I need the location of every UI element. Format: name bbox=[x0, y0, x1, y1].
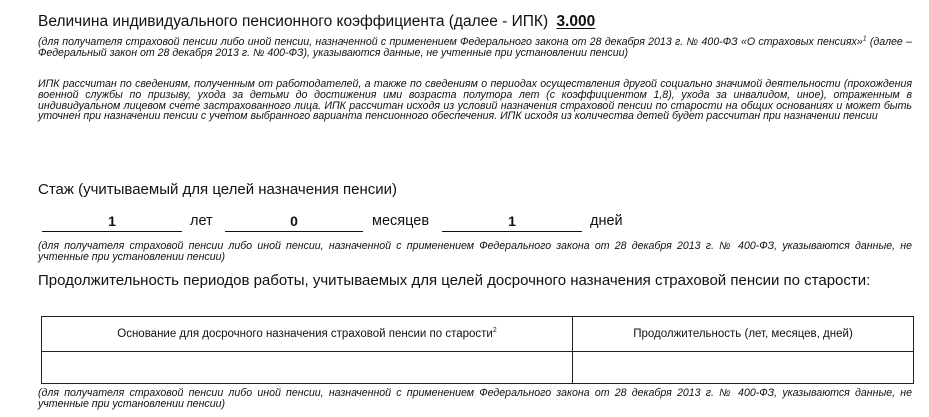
ipk-title: Величина индивидуального пенсионного коэффициента (далее - ИПК) bbox=[38, 13, 549, 30]
footnote-ref-1: 1 bbox=[862, 35, 867, 43]
stazh-note: (для получателя страховой пенсии либо иной пенсии, назначенной с применением Федерального закона от 28 декабря 2013 г. № 400-ФЗ, указываются данные, не учтенные при установлении пенсии) bbox=[38, 240, 912, 263]
table-row bbox=[42, 352, 914, 384]
early-periods-table bbox=[41, 316, 914, 384]
table-cell-basis bbox=[42, 352, 573, 384]
stazh-days-field: 1 bbox=[442, 211, 582, 232]
stazh-days-label: дней bbox=[590, 213, 623, 229]
footnote-ref-2: 2 bbox=[492, 327, 497, 335]
ipk-explanation: ИПК рассчитан по сведениям, полученным от работодателей, а также по сведениям о периодах осуществления другой социально значимой деятельности (прохождения военной службы по призыву, ухода за детьми до достижения ими возраста полутора лет (с коэффициентом 1,8), ухода за инвалидом, иное), отраженным в индивидуальном лицевом счете застрахованного лица. ИПК рассчитан исходя из условий назначения страховой пенсии по старости на общих основаниях и может быть уточнен при назначении пенсии с учетом выбранного варианта пенсионного обеспечения. ИПК исходя из количества детей будет рассчитан при назначении пенсии bbox=[38, 78, 912, 123]
ipk-heading bbox=[38, 13, 898, 31]
stazh-title: Стаж (учитываемый для целей назначения пенсии) bbox=[38, 181, 397, 198]
ipk-legal-note bbox=[38, 37, 912, 59]
col-basis-label: Основание для досрочного назначения страховой пенсии по старости bbox=[117, 328, 493, 340]
ipk-note-text-cont: (далее – Федеральный закон от 28 декабря 2013 г. № 400-ФЗ), указываются данные, не учтенные при установлении пенсии) bbox=[38, 36, 912, 59]
ipk-value: 3.000 bbox=[556, 13, 596, 30]
table-header-basis bbox=[42, 317, 573, 352]
table-cell-duration bbox=[573, 352, 914, 384]
ipk-note-text: (для получателя страховой пенсии либо иной пенсии, назначенной с применением Федерального закона от 28 декабря 2013 г. № 400-ФЗ «О страховых пенсиях» bbox=[38, 36, 863, 48]
early-note: (для получателя страховой пенсии либо иной пенсии, назначенной с применением Федерального закона от 28 декабря 2013 г. № 400-ФЗ, указываются данные, не учтенные при установлении пенсии) bbox=[38, 387, 912, 410]
stazh-years-field: 1 bbox=[42, 211, 182, 232]
table-header-duration: Продолжительность (лет, месяцев, дней) bbox=[573, 317, 914, 352]
stazh-months-field: 0 bbox=[225, 211, 363, 232]
stazh-years-label: лет bbox=[190, 213, 213, 229]
early-title: Продолжительность периодов работы, учитываемых для целей досрочного назначения страховой пенсии по старости: bbox=[38, 272, 871, 289]
stazh-months-label: месяцев bbox=[372, 213, 430, 229]
table-header-row bbox=[42, 317, 914, 352]
